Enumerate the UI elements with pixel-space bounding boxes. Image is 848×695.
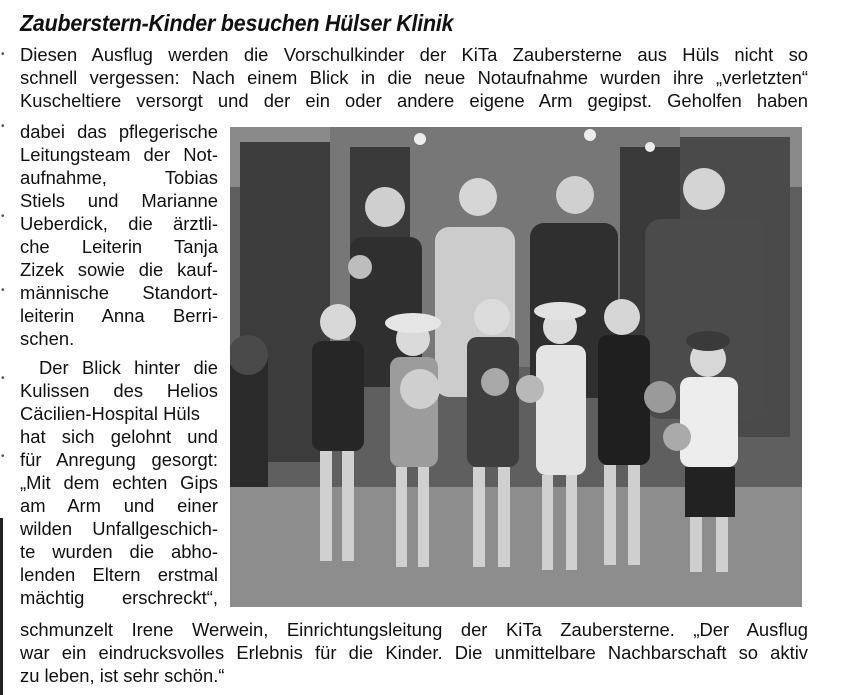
text-line: che Leiterin Tanja: [20, 236, 218, 257]
text-line: männische Standort-: [20, 282, 218, 303]
text-line: Kulissen des Helios: [20, 380, 218, 401]
text-line: Ueberdick, die ärztli-: [20, 213, 218, 234]
margin-mark: •: [1, 451, 5, 462]
text-line: te wurden die abho-: [20, 541, 218, 562]
text-line: leiterin Anna Berri-: [20, 305, 218, 326]
text-line: wilden Unfallgeschich-: [20, 518, 218, 539]
group-photo-illustration: [230, 127, 802, 607]
text-line: schnell vergessen: Nach einem Blick in die neue Notaufnahme wurden ihre „verletzten“: [20, 67, 808, 88]
text-line: Leitungsteam der Not-: [20, 144, 218, 165]
group-photo: [230, 127, 802, 607]
text-line: schen.: [20, 328, 75, 349]
text-line: hat sich gelohnt und: [20, 426, 218, 447]
text-line: Kuscheltiere versorgt und der ein oder andere eigene Arm gegipst. Geholfen haben: [20, 90, 808, 111]
text-line: aufnahme, Tobias: [20, 167, 218, 188]
margin-mark: •: [1, 373, 5, 384]
text-line: lenden Eltern erstmal: [20, 564, 218, 585]
text-line: Stiels und Marianne: [20, 190, 218, 211]
text-line: Cäcilien-Hospital Hüls: [20, 403, 200, 424]
text-line: am Arm und einer: [20, 495, 218, 516]
margin-mark: •: [1, 49, 5, 60]
margin-bar: [0, 518, 3, 695]
text-line: dabei das pflegerische: [20, 121, 218, 142]
article-headline: Zauberstern-Kinder besuchen Hülser Klinik: [20, 10, 454, 36]
text-line: „Mit dem echten Gips: [20, 472, 218, 493]
text-line: mächtig erschreckt“,: [20, 587, 218, 608]
text-line: schmunzelt Irene Werwein, Einrichtungsleitung der KiTa Zaubersterne. „Der Ausflug: [20, 619, 808, 640]
text-line: Der Blick hinter die: [39, 357, 218, 378]
margin-mark: •: [1, 121, 5, 132]
text-line: zu leben, ist sehr schön.“: [20, 665, 225, 686]
text-line: war ein eindrucksvolles Erlebnis für die Kinder. Die unmittelbare Nachbarschaft so aktiv: [20, 642, 808, 663]
margin-mark: •: [1, 285, 5, 296]
text-line: für Anregung gesorgt:: [20, 449, 218, 470]
text-line: Zizek sowie die kauf-: [20, 259, 218, 280]
text-line: Diesen Ausflug werden die Vorschulkinder der KiTa Zaubersterne aus Hüls nicht so: [20, 44, 808, 65]
margin-mark: •: [1, 211, 5, 222]
